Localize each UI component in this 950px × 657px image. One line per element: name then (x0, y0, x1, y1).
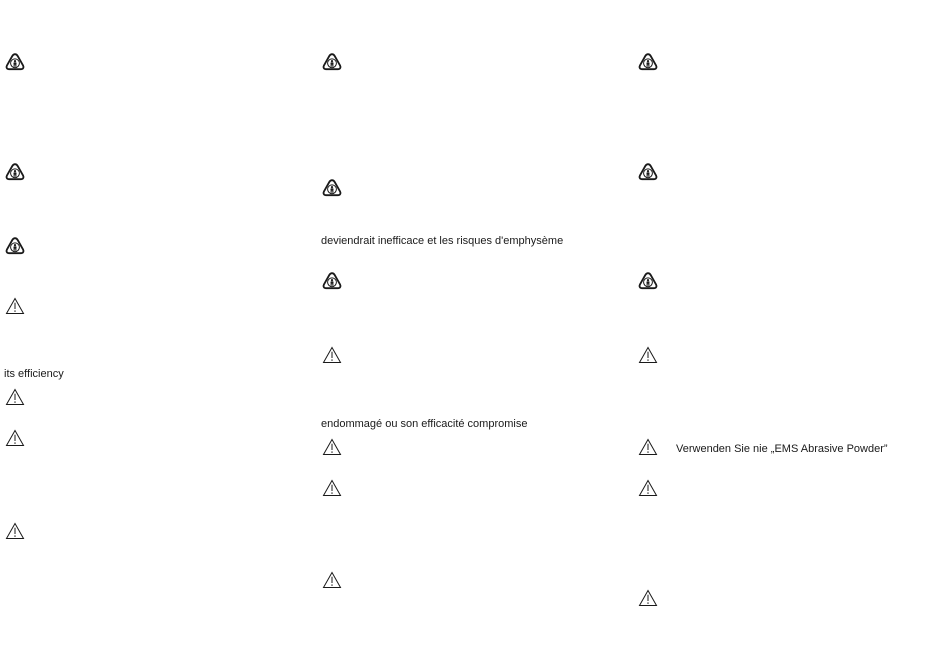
protective-equipment-icon (638, 271, 658, 291)
warning-triangle-icon (638, 345, 658, 365)
protective-equipment-icon (638, 52, 658, 72)
warning-triangle-icon (5, 296, 25, 316)
protective-equipment-icon (322, 271, 342, 291)
warning-triangle-icon (638, 588, 658, 608)
warning-triangle-icon (638, 478, 658, 498)
warning-triangle-icon (638, 437, 658, 457)
warning-triangle-icon (5, 521, 25, 541)
text-damaged-efficiency: endommagé ou son efficacité compromise (321, 418, 528, 430)
warning-triangle-icon (322, 570, 342, 590)
protective-equipment-icon (5, 162, 25, 182)
protective-equipment-icon (638, 162, 658, 182)
warning-triangle-icon (5, 387, 25, 407)
warning-triangle-icon (322, 345, 342, 365)
text-never-use-powder: Verwenden Sie nie „EMS Abrasive Powder” (676, 443, 888, 455)
protective-equipment-icon (322, 178, 342, 198)
protective-equipment-icon (5, 236, 25, 256)
warning-triangle-icon (322, 437, 342, 457)
protective-equipment-icon (5, 52, 25, 72)
text-emphysema-risk: deviendrait inefficace et les risques d'emphysème (321, 235, 564, 247)
warning-triangle-icon (5, 428, 25, 448)
warning-triangle-icon (322, 478, 342, 498)
text-its-efficiency: its efficiency (4, 368, 64, 380)
protective-equipment-icon (322, 52, 342, 72)
